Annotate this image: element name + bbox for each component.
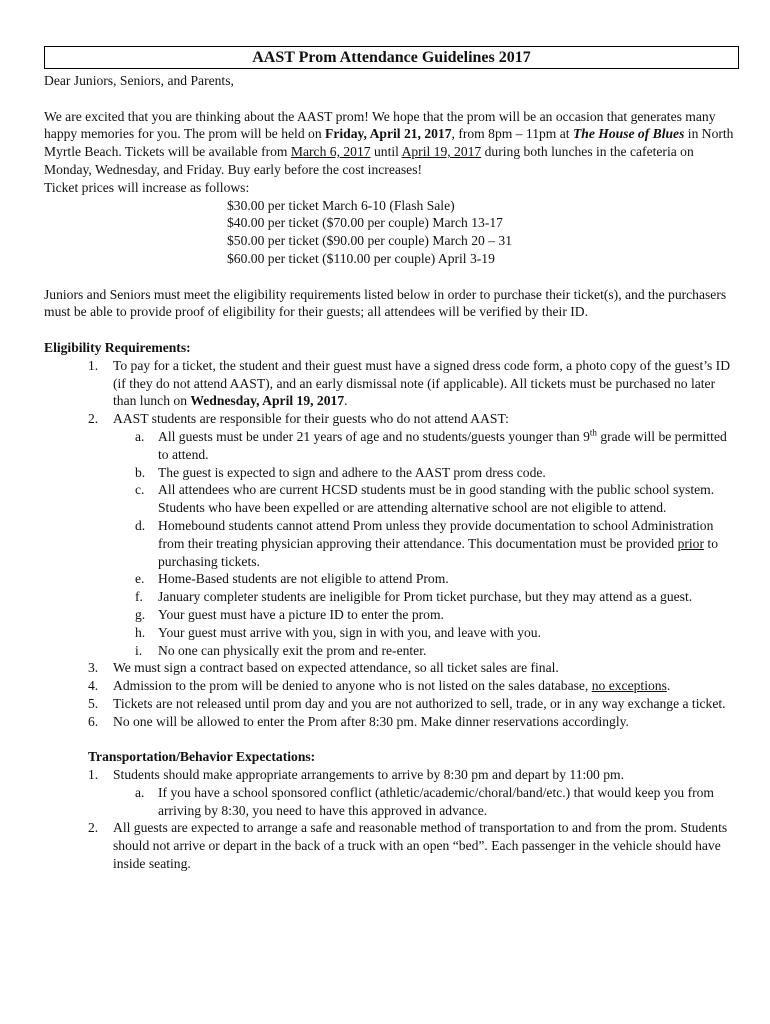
price-item: $50.00 per ticket ($90.00 per couple) March 20 – 31 bbox=[227, 233, 513, 249]
price-item: $40.00 per ticket ($70.00 per couple) March 13-17 bbox=[227, 215, 503, 231]
sub-list-item: f. January completer students are ineligible for Prom ticket purchase, but they may attend as a guest. bbox=[135, 589, 693, 605]
price-item: $30.00 per ticket March 6-10 (Flash Sale) bbox=[227, 197, 455, 213]
sub-list-item: d. Homebound students cannot attend Prom unless they provide documentation to school Administration from their treating physician approving their attendance. This documentation must be provided prior to purchasing tickets. bbox=[135, 517, 718, 569]
prom-venue: The House of Blues bbox=[572, 126, 685, 142]
document-title: AAST Prom Attendance Guidelines 2017 bbox=[44, 46, 739, 69]
ticket-start-date: March 6, 2017 bbox=[290, 144, 371, 160]
price-item: $60.00 per ticket ($110.00 per couple) April 3-19 bbox=[227, 250, 495, 266]
sub-list-item: a. All guests must be under 21 years of age and no students/guests younger than 9th grade will be permitted to attend. bbox=[135, 427, 727, 462]
sub-list-item: a. If you have a school sponsored conflict (athletic/academic/choral/band/etc.) that would keep you from arriving by 8:30, you need to have this approved in advance. bbox=[135, 784, 715, 818]
sub-list-item: e. Home-Based students are not eligible to attend Prom. bbox=[135, 571, 449, 587]
sub-list-item: i. No one can physically exit the prom and re-enter. bbox=[135, 642, 427, 658]
intro-paragraph: We are excited that you are thinking about the AAST prom! We hope that the prom will be an occasion that generates many happy memories for you. The prom will be held on Friday, April 21, 2017, from 8pm – 11pm at The House of Blues in North Myrtle Beach. Tickets will be available from March 6, 2017 until April 19, 2017 during both lunches in the cafeteria on Monday, Wednesday, and Friday. Buy early before the cost increases! bbox=[44, 108, 734, 177]
prom-date: Friday, April 21, 2017 bbox=[325, 126, 452, 142]
ticket-end-date: April 19, 2017 bbox=[401, 144, 482, 160]
eligibility-heading: Eligibility Requirements: bbox=[44, 339, 191, 355]
list-item: 3. We must sign a contract based on expected attendance, so all ticket sales are final. bbox=[88, 660, 559, 676]
list-item: 4. Admission to the prom will be denied to anyone who is not listed on the sales database, no exceptions. bbox=[88, 678, 671, 694]
list-item: 1. To pay for a ticket, the student and their guest must have a signed dress code form, a photo copy of the guest’s ID (if they do not attend AAST), and an early dismissal note (if applicable). All tickets must be purchased no later than lunch on Wednesday, April 19, 2017. bbox=[88, 357, 731, 409]
sub-list-item: c. All attendees who are current HCSD students must be in good standing with the public school system. Students who have been expelled or are attending alternative school are not eligible to attend. bbox=[135, 482, 715, 516]
list-item: 2. All guests are expected to arrange a safe and reasonable method of transportation to and from the prom. Students should not arrive or depart in the back of a truck with an open “bed”. Each passenger in the vehicle should have inside seating. bbox=[88, 820, 728, 872]
list-item: 5. Tickets are not released until prom day and you are not authorized to sell, trade, or in any way exchange a ticket. bbox=[88, 695, 726, 711]
list-item: 2. AAST students are responsible for their guests who do not attend AAST: bbox=[88, 411, 509, 427]
salutation: Dear Juniors, Seniors, and Parents, bbox=[44, 73, 234, 88]
price-intro: Ticket prices will increase as follows: bbox=[44, 179, 250, 195]
eligibility-paragraph: Juniors and Seniors must meet the eligibility requirements listed below in order to purchase their ticket(s), and the purchasers must be able to provide proof of eligibility for their guests; all attendees will be verified by their ID. bbox=[44, 286, 727, 320]
list-item: 6. No one will be allowed to enter the Prom after 8:30 pm. Make dinner reservations accordingly. bbox=[88, 713, 629, 729]
sub-list-item: g. Your guest must have a picture ID to enter the prom. bbox=[135, 606, 444, 622]
sub-list-item: b. The guest is expected to sign and adhere to the AAST prom dress code. bbox=[135, 464, 546, 480]
document-page bbox=[44, 46, 739, 873]
transport-heading: Transportation/Behavior Expectations: bbox=[88, 749, 316, 765]
price-list bbox=[44, 197, 739, 268]
list-item: 1. Students should make appropriate arrangements to arrive by 8:30 pm and depart by 11:00 pm. bbox=[88, 767, 625, 783]
sub-list-item: h. Your guest must arrive with you, sign in with you, and leave with you. bbox=[135, 624, 541, 640]
